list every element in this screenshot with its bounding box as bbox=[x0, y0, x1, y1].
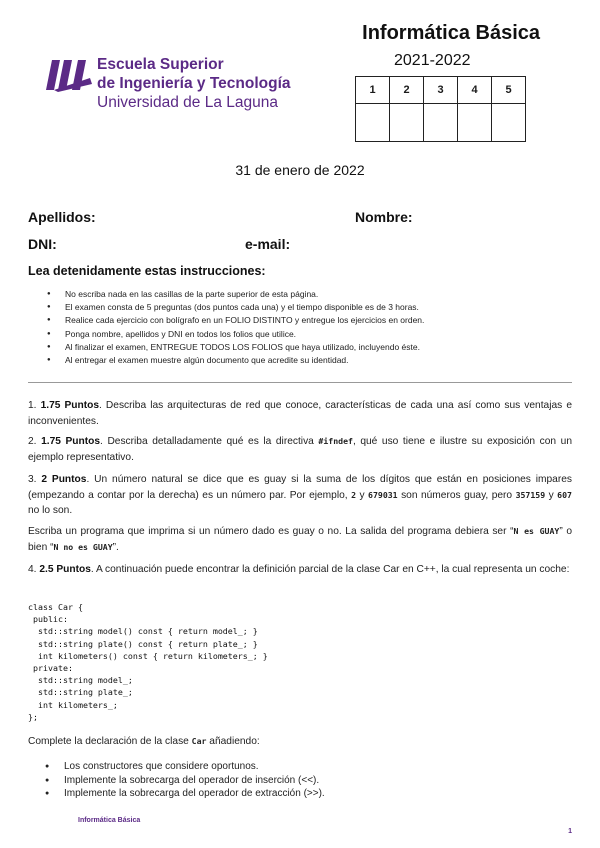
inline-code: #ifndef bbox=[318, 436, 353, 446]
grade-cell bbox=[458, 104, 492, 142]
grade-table bbox=[355, 76, 526, 142]
exam-date: 31 de enero de 2022 bbox=[235, 162, 365, 178]
task-item: ● Implemente la sobrecarga del operador de inserción (<<). bbox=[45, 774, 325, 788]
instruction-item: ● Realice cada ejercicio con bolígrafo en un FOLIO DISTINTO y entregue los ejercicios en orden. bbox=[47, 314, 424, 327]
grade-cell bbox=[356, 104, 390, 142]
inline-code: Car bbox=[191, 736, 207, 746]
code-line: }; bbox=[28, 711, 38, 722]
divider bbox=[28, 382, 572, 383]
question-4-points: 2.5 Puntos bbox=[39, 564, 91, 575]
grade-cell bbox=[390, 104, 424, 142]
ull-logo-icon bbox=[44, 56, 94, 92]
question-1-points: 1.75 Puntos bbox=[40, 400, 100, 411]
instruction-item: ● El examen consta de 5 preguntas (dos puntos cada una) y el tiempo disponible es de 3 horas. bbox=[47, 301, 424, 314]
grade-header-5: 5 bbox=[492, 77, 526, 104]
page-number: 1 bbox=[568, 828, 572, 835]
question-4-complete: Complete la declaración de la clase Car añadiendo: bbox=[28, 736, 260, 747]
code-line: std::string model() const { return model_; } bbox=[28, 626, 258, 637]
code-line: public: bbox=[28, 614, 68, 625]
task-item: ● Implemente la sobrecarga del operador de extracción (>>). bbox=[45, 787, 325, 801]
code-line: std::string plate() const { return plate_; } bbox=[28, 638, 258, 649]
question-1: 1. 1.75 Puntos. Describa las arquitecturas de red que conoce, características de cada una así como sus ventajas e inconvenientes. bbox=[28, 400, 572, 427]
email-label: e-mail: bbox=[245, 236, 291, 252]
code-block bbox=[28, 601, 268, 723]
surname-label: Apellidos: bbox=[28, 209, 96, 225]
inline-code: N es GUAY bbox=[513, 526, 560, 536]
grade-header-1: 1 bbox=[356, 77, 390, 104]
task-item: ● Los constructores que considere oportunos. bbox=[45, 760, 325, 774]
instruction-item: ● Al entregar el examen muestre algún documento que acredite su identidad. bbox=[47, 354, 424, 367]
question-3: 3. 2 Puntos. Un número natural se dice que es guay si la suma de los dígitos que están en posiciones impares (empezando a contar por la derecha) es un número par. Por ejemplo, 2 y 679031 son números guay, pero 357159 y 607 no lo son. bbox=[28, 474, 572, 516]
name-label: Nombre: bbox=[355, 209, 413, 225]
instruction-item: ● No escriba nada en las casillas de la parte superior de esta página. bbox=[47, 288, 424, 301]
dni-label: DNI: bbox=[28, 236, 57, 252]
grade-header-4: 4 bbox=[458, 77, 492, 104]
code-line: private: bbox=[28, 663, 73, 674]
code-line: class Car { bbox=[28, 602, 83, 612]
code-line: std::string model_; bbox=[28, 675, 133, 686]
school-name bbox=[97, 55, 291, 112]
task-list bbox=[45, 760, 325, 801]
question-2-points: 1.75 Puntos bbox=[41, 436, 101, 447]
question-2: 2. 1.75 Puntos. Describa detalladamente qué es la directiva #ifndef, qué uso tiene e ilustre su exposición con un ejemplo representativo. bbox=[28, 436, 572, 463]
question-4: 4. 2.5 Puntos. A continuación puede encontrar la definición parcial de la clase Car en C++, la cual representa un coche: bbox=[28, 564, 570, 575]
code-line: int kilometers() const { return kilometers_; } bbox=[28, 650, 268, 661]
school-line-2: de Ingeniería y Tecnología bbox=[97, 75, 291, 92]
inline-code: 607 bbox=[557, 489, 572, 500]
academic-year: 2021-2022 bbox=[394, 52, 471, 69]
instructions-list bbox=[47, 288, 424, 367]
grade-header-3: 3 bbox=[424, 77, 458, 104]
school-line-1: Escuela Superior bbox=[97, 56, 224, 73]
instruction-item: ● Al finalizar el examen, ENTREGUE TODOS LOS FOLIOS que haya utilizado, incluyendo éste. bbox=[47, 341, 424, 354]
inline-code: N no es GUAY bbox=[53, 541, 113, 552]
code-line: int kilometers_; bbox=[28, 699, 118, 710]
inline-code: 679031 bbox=[368, 489, 398, 500]
instruction-item: ● Ponga nombre, apellidos y DNI en todos los folios que utilice. bbox=[47, 328, 424, 341]
grade-header-2: 2 bbox=[390, 77, 424, 104]
inline-code: 357159 bbox=[515, 489, 546, 500]
question-3-program: Escriba un programa que imprima si un número dado es guay o no. La salida del programa debiera ser “N es GUAY” o bien “N no es GUAY”. bbox=[28, 526, 572, 553]
inline-code: 2 bbox=[351, 489, 356, 500]
grade-cell bbox=[424, 104, 458, 142]
university-name: Universidad de La Laguna bbox=[97, 94, 278, 111]
course-title: Informática Básica bbox=[362, 22, 540, 44]
instructions-title: Lea detenidamente estas instrucciones: bbox=[28, 264, 266, 278]
footer-course: Informática Básica bbox=[78, 817, 141, 824]
code-line: std::string plate_; bbox=[28, 687, 133, 698]
question-3-points: 2 Puntos bbox=[41, 474, 87, 485]
grade-cell bbox=[492, 104, 526, 142]
